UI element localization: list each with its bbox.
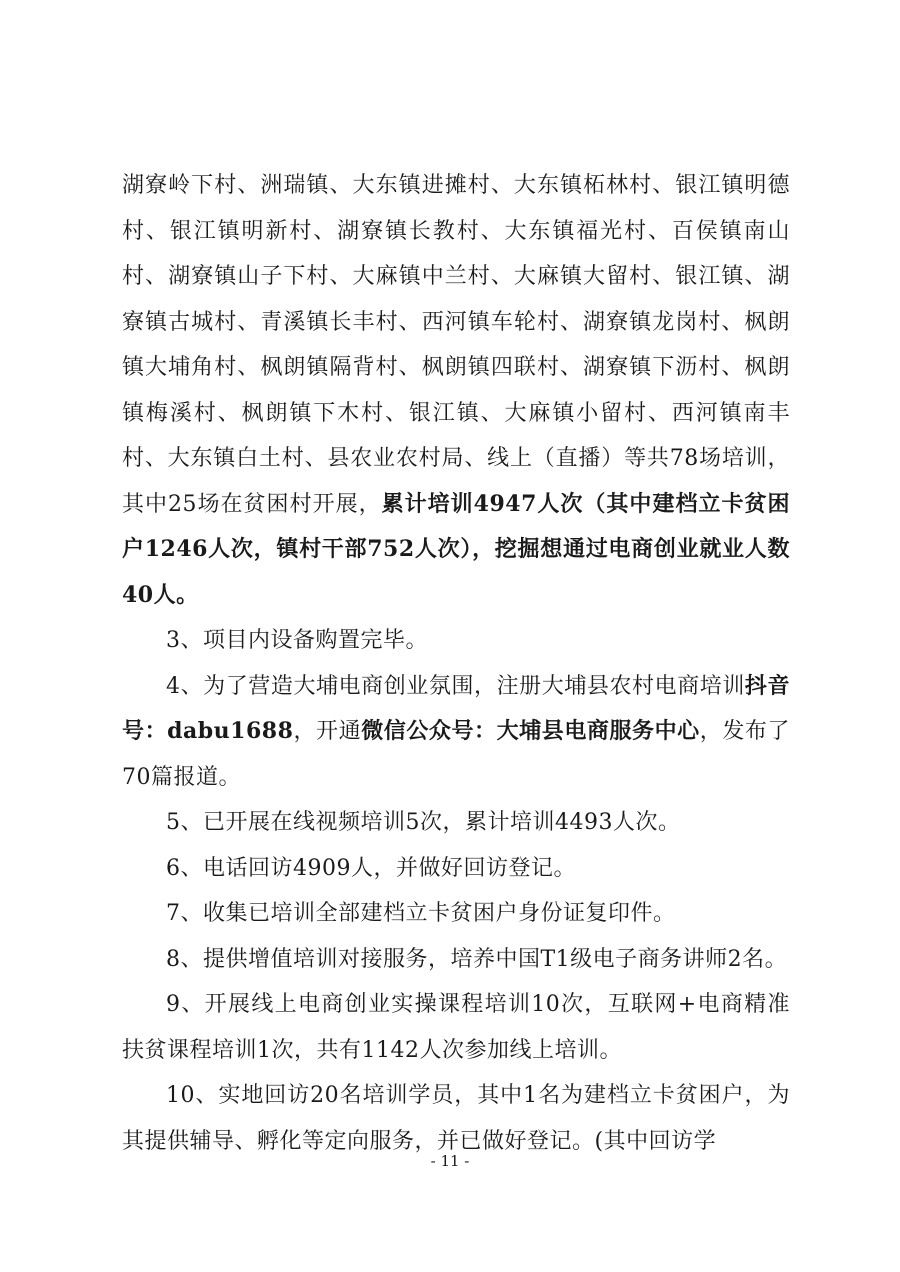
douyin-account-bold: 抖音号：dabu1688 <box>122 672 790 744</box>
paragraph-item-4 <box>122 664 790 801</box>
training-locations-text: 湖寮岭下村、洲瑞镇、大东镇进摊村、大东镇柘林村、银江镇明德村、银江镇明新村、湖寮镇长教村、大东镇福光村、百侯镇南山村、湖寮镇山子下村、大麻镇中兰村、大麻镇大留村、银江镇、湖寮镇古城村、青溪镇长丰村、西河镇车轮村、湖寮镇龙岗村、枫朗镇大埔角村、枫朗镇隔背村、枫朗镇四联村、湖寮镇下沥村、枫朗镇梅溪村、枫朗镇下木村、银江镇、大麻镇小留村、西河镇南丰村、大东镇白土村、县农业农村局、线上（直播）等共78场培训，其中25场在贫困村开展， <box>122 173 790 517</box>
page-number: - 11 - <box>430 1152 470 1170</box>
paragraph-item-3: 3、项目内设备购置完毕。 <box>166 628 428 653</box>
item-4-text-e: ，发布了70篇报道。 <box>122 719 790 790</box>
paragraph-item-7: 7、收集已培训全部建档立卡贫困户身份证复印件。 <box>166 901 676 926</box>
paragraph-item-10: 10、实地回访20名培训学员，其中1名为建档立卡贫困户，为其提供辅导、孵化等定向服务，并已做好登记。(其中回访学 <box>122 1083 790 1154</box>
paragraph-item-9: 9、开展线上电商创业实操课程培训10次，互联网+电商精准扶贫课程培训1次，共有1142人次参加线上培训。 <box>122 992 790 1063</box>
training-totals-bold: 累计培训4947人次（其中建档立卡贫困户1246人次，镇村干部752人次），挖掘想通过电商创业就业人数40人。 <box>122 490 790 608</box>
item-4-text-c: ，开通 <box>293 719 362 744</box>
paragraph-item-6: 6、电话回访4909人，并做好回访登记。 <box>166 855 576 881</box>
paragraph-training-locations <box>122 163 790 618</box>
page-body <box>122 163 790 1164</box>
wechat-account-bold: 微信公众号：大埔县电商服务中心 <box>361 718 700 744</box>
paragraph-item-5: 5、已开展在线视频培训5次，累计培训4493人次。 <box>166 810 681 835</box>
paragraph-item-8: 8、提供增值培训对接服务，培养中国T1级电子商务讲师2名。 <box>166 946 788 972</box>
item-4-text-a: 4、为了营造大埔电商创业氛围，注册大埔县农村电商培训 <box>166 673 745 699</box>
